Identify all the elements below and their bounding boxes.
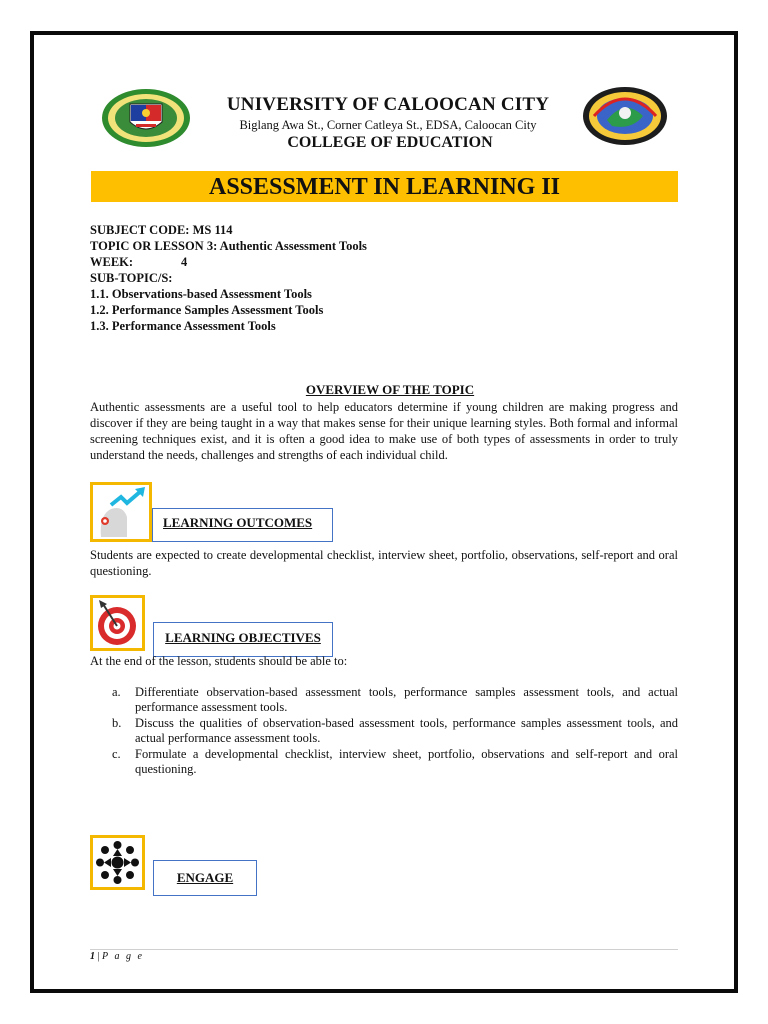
growth-chart-head-icon [93,485,149,539]
footer-divider [90,949,678,950]
subtopic-item: 1.3. Performance Assessment Tools [90,319,276,333]
list-marker: b. [112,716,122,730]
page-number: 1 [90,951,95,962]
list-item [90,747,678,777]
learning-objectives-label-box [153,622,333,657]
page-footer [90,951,144,962]
footer-separator: | [95,951,103,962]
university-name: UNIVERSITY OF CALOOCAN CITY [226,94,550,115]
week-value: 4 [181,255,188,269]
learning-objectives-label: LEARNING OBJECTIVES [165,630,321,645]
overview-text: Authentic assessments are a useful tool to help educators determine if young children are making progress and discover if they are being taught in a way that makes sense for their unique learning styles. Both formal and informal screening techniques exist, and it is often a good idea to make use of both types of assessments in order to truly understand the needs, challenges and strengths of each individual child. [90,400,678,462]
college-name: COLLEGE OF EDUCATION [287,134,493,151]
university-address: Biglang Awa St., Corner Catleya St., EDSA, Caloocan City [239,118,537,132]
course-title-banner [91,171,678,202]
learning-outcomes-text: Students are expected to create developmental checklist, interview sheet, portfolio, observations, self-report and oral questioning. [90,548,678,578]
target-dart-icon [93,598,142,648]
subject-code: SUBJECT CODE: MS 114 [90,223,233,237]
subtopic-item: 1.1. Observations-based Assessment Tools [90,287,312,301]
objectives-list [90,685,678,778]
engage-label: ENGAGE [176,870,234,885]
engage-label-box [153,860,257,896]
college-of-education-seal-icon [582,86,668,146]
overview-heading: OVERVIEW OF THE TOPIC [305,382,475,397]
list-item [90,685,678,715]
objectives-intro: At the end of the lesson, students should be able to: [90,654,348,668]
list-item-text: Formulate a developmental checklist, interview sheet, portfolio, observations and self-report and oral questioning. [135,747,678,776]
list-item-text: Differentiate observation-based assessment tools, performance samples assessment tools, and actual performance assessment tools. [135,685,678,714]
learning-objectives-icon-box [90,595,145,651]
university-seal-icon [100,88,192,148]
list-item [90,716,678,746]
subtopics-label: SUB-TOPIC/S: [90,271,173,285]
list-marker: c. [112,747,121,761]
list-item-text: Discuss the qualities of observation-based assessment tools, performance samples assessment tools, and actual performance assessment tools. [135,716,678,745]
course-title: ASSESSMENT IN LEARNING II [209,174,560,200]
topic-line: TOPIC OR LESSON 3: Authentic Assessment Tools [90,239,367,253]
subtopic-item: 1.2. Performance Samples Assessment Tools [90,303,324,317]
list-marker: a. [112,685,121,699]
engage-icon-box [90,835,145,890]
people-circle-icon [93,838,142,887]
learning-outcomes-label-box [152,508,333,542]
page-word: P a g e [102,951,144,962]
week-label: WEEK: [90,255,134,269]
learning-outcomes-label: LEARNING OUTCOMES [163,515,313,530]
learning-outcomes-icon-box [90,482,152,542]
